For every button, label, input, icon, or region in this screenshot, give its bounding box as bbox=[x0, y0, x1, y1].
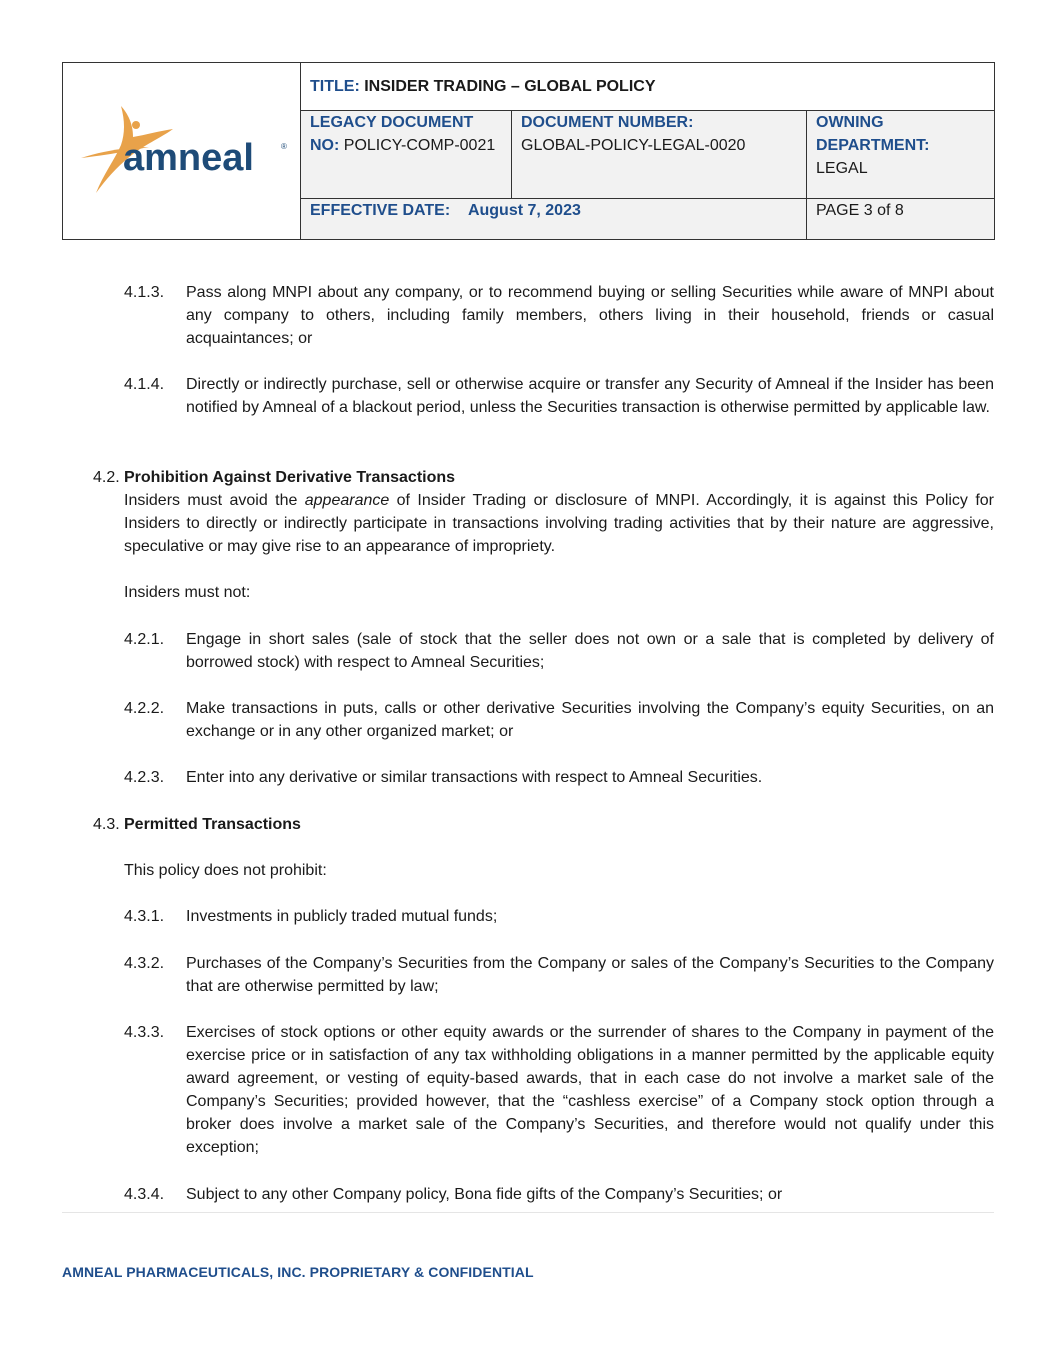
section-4-3-intro: This policy does not prohibit: bbox=[124, 862, 327, 879]
owning-dept-label-b: DEPARTMENT: bbox=[816, 136, 930, 154]
section-text: Purchases of the Company’s Securities from the Company or sales of the Company’s Securities to the Company that are otherwise permitted by law; bbox=[186, 955, 994, 995]
emphasis-text: appearance bbox=[304, 492, 390, 509]
section-4-2-intro: Insiders must not: bbox=[124, 584, 251, 601]
amneal-logo-mark bbox=[63, 63, 300, 239]
section-text: Directly or indirectly purchase, sell or otherwise acquire or transfer any Security of Amneal if the Insider has been notified by Amneal of a blackout period, unless the Securities transaction is otherwise permitted by applicable law. bbox=[186, 376, 994, 416]
section-number: 4.2.2. bbox=[124, 700, 165, 717]
section-heading: Prohibition Against Derivative Transactions bbox=[124, 469, 456, 486]
section-text: Enter into any derivative or similar transactions with respect to Amneal Securities. bbox=[186, 769, 763, 786]
owning-dept-cell bbox=[807, 110, 995, 198]
doc-number-cell bbox=[512, 110, 807, 198]
section-number: 4.2.1. bbox=[124, 631, 165, 648]
section-number: 4.2. bbox=[93, 469, 120, 486]
registered-mark: ® bbox=[281, 142, 287, 151]
section-number: 4.3.3. bbox=[124, 1024, 165, 1041]
paragraph-text: Insiders must avoid the bbox=[124, 492, 305, 509]
section-text: Make transactions in puts, calls or other derivative Securities involving the Company’s equity Securities, on an exchange or in any other organized market; or bbox=[186, 700, 994, 740]
footer-divider bbox=[62, 1212, 994, 1213]
effective-date-cell bbox=[301, 198, 807, 239]
owning-dept-label-a: OWNING bbox=[816, 113, 884, 131]
section-number: 4.1.3. bbox=[124, 284, 165, 301]
section-text: Investments in publicly traded mutual funds; bbox=[186, 908, 498, 925]
page-number: PAGE 3 of 8 bbox=[816, 201, 904, 219]
legacy-doc-cell bbox=[301, 110, 512, 198]
document-title: INSIDER TRADING – GLOBAL POLICY bbox=[364, 77, 656, 95]
section-text: Subject to any other Company policy, Bona fide gifts of the Company’s Securities; or bbox=[186, 1186, 783, 1203]
page-number-cell bbox=[807, 198, 995, 239]
effective-date-label: EFFECTIVE DATE: bbox=[310, 201, 451, 219]
title-label: TITLE: bbox=[310, 77, 360, 95]
section-text: Engage in short sales (sale of stock that the seller does not own or a sale that is completed by delivery of borrowed stock) with respect to Amneal Securities; bbox=[186, 631, 994, 671]
section-number: 4.3.2. bbox=[124, 955, 165, 972]
document-header-table bbox=[62, 62, 995, 240]
legacy-doc-label-b: NO: bbox=[310, 136, 340, 154]
doc-number-value: GLOBAL-POLICY-LEGAL-0020 bbox=[521, 136, 746, 154]
paragraph-text: of Insider Trading or disclosure of MNPI. Accordingly, it is against this Policy for Insiders to directly or indirectly participate in transactions involving trading activities that by their nature are aggressive, speculative or may give rise to an appearance of impropriety. bbox=[124, 492, 994, 555]
effective-date-value: August 7, 2023 bbox=[467, 201, 581, 219]
section-number: 4.2.3. bbox=[124, 769, 165, 786]
legacy-doc-value: POLICY-COMP-0021 bbox=[343, 136, 496, 154]
section-number: 4.3.1. bbox=[124, 908, 165, 925]
owning-dept-value: LEGAL bbox=[816, 159, 868, 177]
legacy-doc-label-a: LEGACY DOCUMENT bbox=[310, 113, 474, 131]
confidential-footer: AMNEAL PHARMACEUTICALS, INC. PROPRIETARY & CONFIDENTIAL bbox=[62, 1264, 534, 1280]
logo-cell bbox=[63, 63, 301, 240]
section-number: 4.3. bbox=[93, 816, 120, 833]
title-cell bbox=[301, 63, 995, 111]
section-number: 4.1.4. bbox=[124, 376, 165, 393]
section-text: Exercises of stock options or other equity awards or the surrender of shares to the Company in payment of the exercise price or in satisfaction of any tax withholding obligations in a manner permitted by the applicable equity award agreement, or vesting of equity-based awards, that in each case do not involve a market sale of the Company’s Securities; provided however, that the “cashless exercise” of a Company stock option through a broker does involve a market sale of the Company’s Securities, and therefore would not qualify under this exception; bbox=[186, 1024, 994, 1156]
amneal-logo bbox=[63, 63, 300, 239]
section-4-2-paragraph bbox=[124, 489, 994, 558]
section-number: 4.3.4. bbox=[124, 1186, 165, 1203]
section-text: Pass along MNPI about any company, or to recommend buying or selling Securities while aware of MNPI about any company to others, including family members, others living in their household, friends or casual acquaintances; or bbox=[186, 284, 994, 347]
doc-number-label: DOCUMENT NUMBER: bbox=[521, 113, 694, 131]
section-heading: Permitted Transactions bbox=[124, 816, 301, 833]
logo-wordmark: amneal bbox=[123, 137, 254, 179]
